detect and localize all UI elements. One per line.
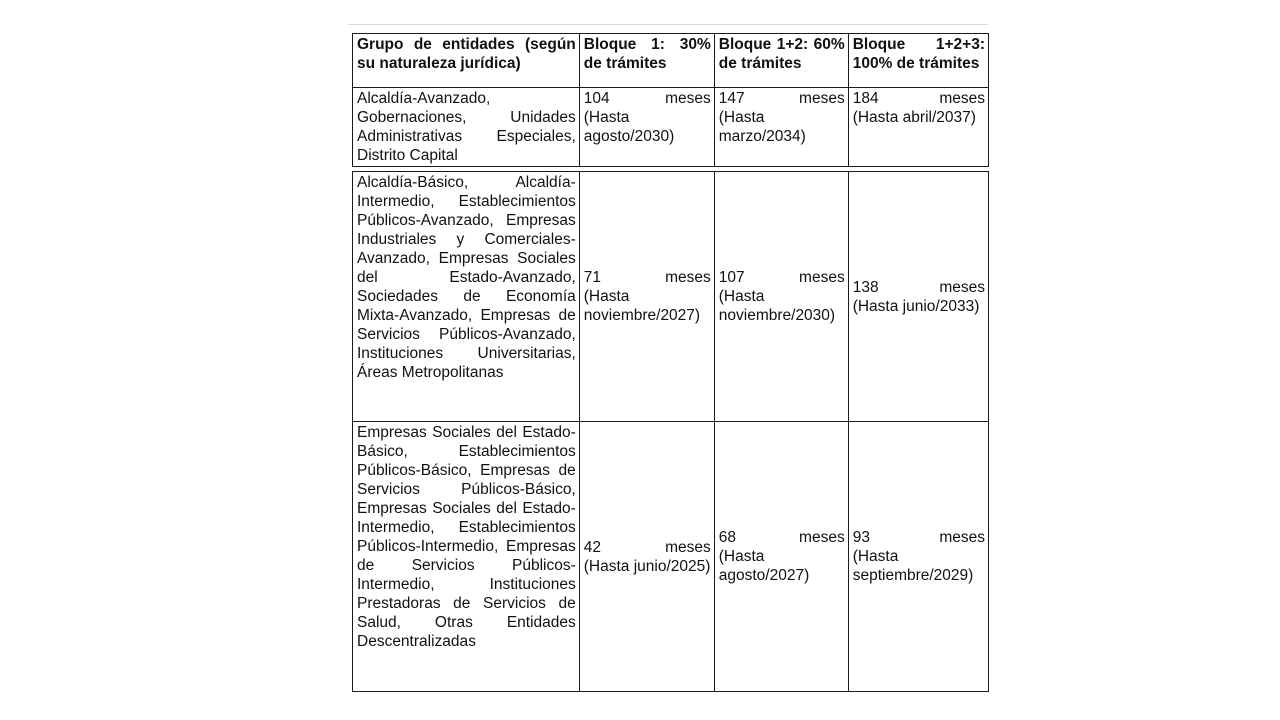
months-unit: meses	[665, 538, 711, 556]
months-number: 184	[852, 90, 879, 107]
header-group: Grupo de entidades (según su naturaleza jurídica)	[353, 34, 580, 88]
months-number: 68	[718, 529, 737, 546]
until-date: (Hasta agosto/2027)	[718, 548, 810, 584]
months-number: 93	[852, 529, 870, 546]
table-header-row	[353, 34, 989, 88]
months-number: 42	[583, 538, 602, 556]
months-number: 71	[583, 269, 602, 286]
months-unit: meses	[799, 90, 845, 107]
header-block-3: Bloque 1+2+3: 100% de trámites	[848, 34, 988, 88]
table-row	[353, 88, 989, 167]
months-number: 104	[583, 90, 610, 107]
months-unit: meses	[665, 269, 711, 286]
value-cell	[714, 88, 848, 167]
header-block-2: Bloque 1+2: 60% de trámites	[714, 34, 848, 88]
until-date: (Hasta noviembre/2030)	[718, 288, 836, 324]
header-block-1: Bloque 1: 30% de trámites	[579, 34, 714, 88]
value-cell	[579, 422, 714, 692]
months-unit: meses	[799, 529, 845, 546]
months-number: 107	[718, 269, 745, 286]
value-cell	[714, 422, 848, 692]
value-cell	[848, 422, 988, 692]
months-unit: meses	[939, 90, 985, 107]
value-cell	[848, 88, 988, 167]
table-row	[353, 422, 989, 692]
until-date: (Hasta abril/2037)	[852, 109, 976, 126]
months-unit: meses	[799, 269, 845, 286]
until-date: (Hasta junio/2033)	[852, 297, 980, 315]
months-number: 147	[718, 90, 745, 107]
months-unit: meses	[939, 529, 985, 546]
table-row	[353, 172, 989, 422]
value-cell	[579, 172, 714, 422]
months-unit: meses	[939, 278, 985, 296]
deadline-table	[352, 33, 989, 692]
until-date: (Hasta marzo/2034)	[718, 109, 806, 145]
group-cell: Empresas Sociales del Estado-Básico, Establecimientos Públicos-Básico, Empresas de Servicios Públicos-Básico, Empresas Sociales del Estado-Intermedio, Establecimientos Públicos-Intermedio, Empresas de Servicios Públicos-Intermedio, Instituciones Prestadoras de Servicios de Salud, Otras Entidades Descentralizadas	[353, 422, 580, 692]
value-cell	[714, 172, 848, 422]
months-number: 138	[852, 278, 879, 296]
group-cell: Alcaldía-Avanzado, Gobernaciones, Unidades Administrativas Especiales, Distrito Capital	[353, 88, 580, 167]
scan-edge-line	[348, 24, 988, 25]
until-date: (Hasta junio/2025)	[583, 557, 711, 575]
months-unit: meses	[665, 90, 711, 107]
until-date: (Hasta noviembre/2027)	[583, 288, 701, 324]
until-date: (Hasta septiembre/2029)	[852, 548, 974, 584]
value-cell	[848, 172, 988, 422]
group-cell: Alcaldía-Básico, Alcaldía-Intermedio, Establecimientos Públicos-Avanzado, Empresas Industriales y Comerciales-Avanzado, Empresas Sociales del Estado-Avanzado, Sociedades de Economía Mixta-Avanzado, Empresas de Servicios Públicos-Avanzado, Instituciones Universitarias, Áreas Metropolitanas	[353, 172, 580, 422]
until-date: (Hasta agosto/2030)	[583, 109, 675, 145]
value-cell	[579, 88, 714, 167]
